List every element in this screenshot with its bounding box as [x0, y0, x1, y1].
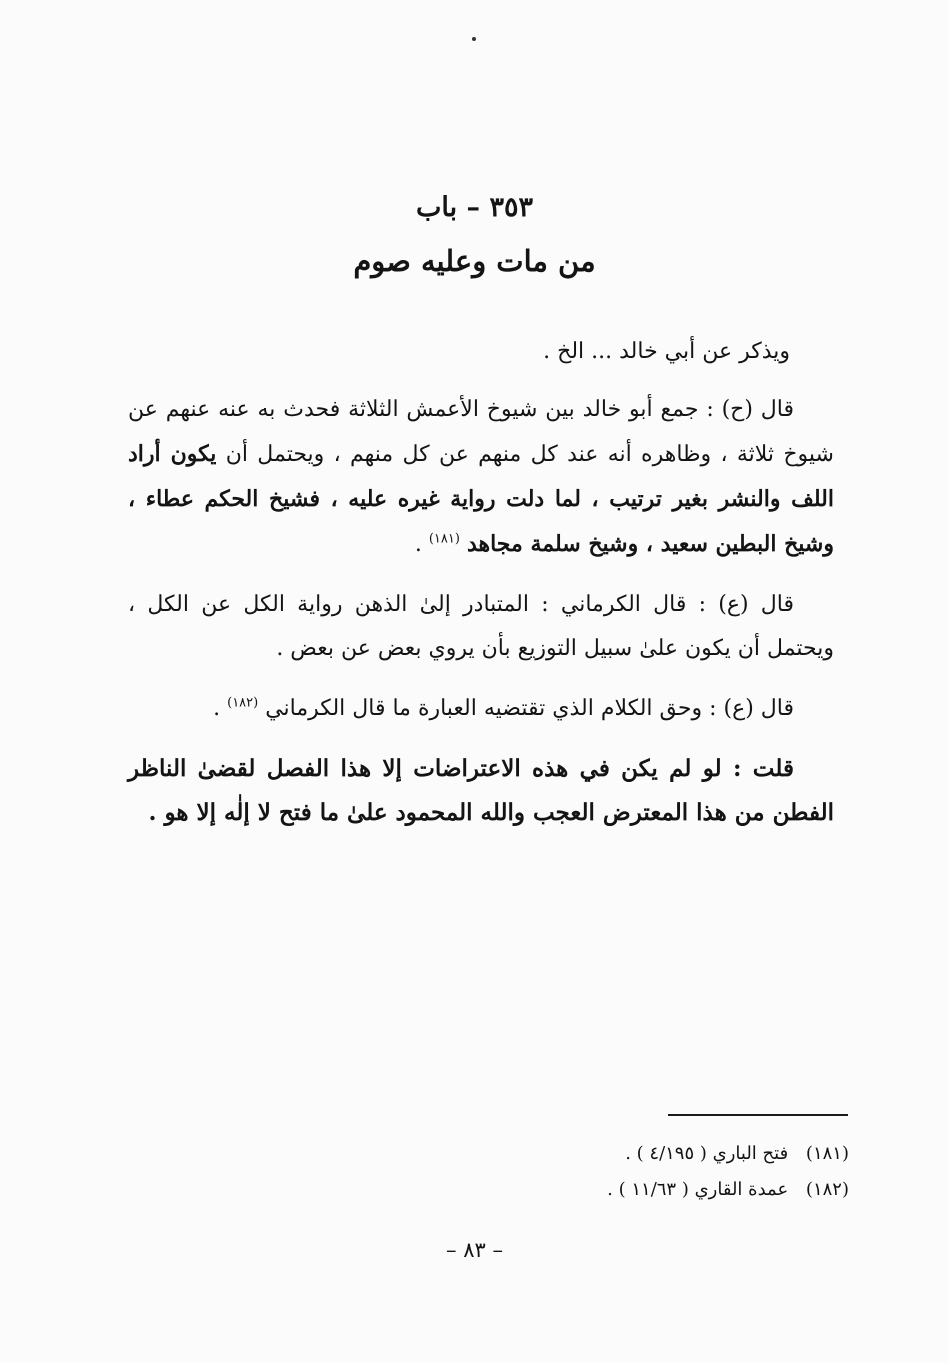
chapter-heading: ٣٥٣ – باب: [416, 192, 533, 223]
paragraph-intro: ويذكر عن أبي خالد ... الخ .: [543, 339, 790, 364]
paragraph-ibn-hajar-end: .: [414, 532, 429, 557]
footnote-181: [429, 1136, 849, 1172]
paragraph-ibn-hajar: [128, 388, 834, 567]
paragraph-ayni: [128, 687, 834, 731]
paragraph-conclusion: قلت : لو لم يكن في هذه الاعتراضات إلا هذا الفصل لقضىٰ الناظر الفطن من هذا المعترض العجب والله المحمود علىٰ ما فتح لا إلٰه إلا هو .: [128, 755, 834, 826]
footnote-ref-182[interactable]: (١٨٢): [227, 695, 259, 711]
paragraph-ibn-hajar-bold: يكون أراد اللف والنشر بغير ترتيب ، لما دلت رواية غيره عليه ، فشيخ الحكم عطاء ، وشيخ البطين سعيد ، وشيخ سلمة مجاهد: [128, 441, 834, 557]
paragraph-ibn-hajar-plain: قال (ح) : جمع أبو خالد بين شيوخ الأعمش الثلاثة فحدث به عنه عنهم عن شيوخ ثلاثة ، وظاهره أنه عند كل منهم عن كل منهم ، ويحتمل أن: [128, 397, 834, 467]
footnote-divider: [668, 1114, 848, 1116]
chapter-title: من مات وعليه صوم: [353, 244, 596, 278]
page-number: – ٨٣ –: [446, 1238, 503, 1262]
footnote-182: [429, 1172, 849, 1208]
footnote-ref-181[interactable]: (١٨١): [428, 531, 460, 547]
main-text: [128, 330, 834, 851]
ink-speck: [472, 37, 476, 41]
footnote-number: (١٨١): [805, 1143, 849, 1164]
paragraph-ayni-text: قال (ع) : وحق الكلام الذي تقتضيه العبارة ما قال الكرماني: [265, 696, 794, 721]
paragraph-kirmani: قال (ع) : قال الكرماني : المتبادر إلىٰ الذهن رواية الكل عن الكل ، ويحتمل أن يكون علىٰ سبيل التوزيع بأن يروي بعض عن بعض .: [128, 592, 834, 661]
footnotes: [429, 1136, 849, 1208]
paragraph-ayni-end: .: [213, 696, 228, 721]
footnote-text: عمدة القاري ( ١١/٦٣ ) .: [607, 1179, 789, 1200]
footnote-number: (١٨٢): [805, 1179, 849, 1200]
footnote-text: فتح الباري ( ٤/١٩٥ ) .: [625, 1143, 789, 1164]
